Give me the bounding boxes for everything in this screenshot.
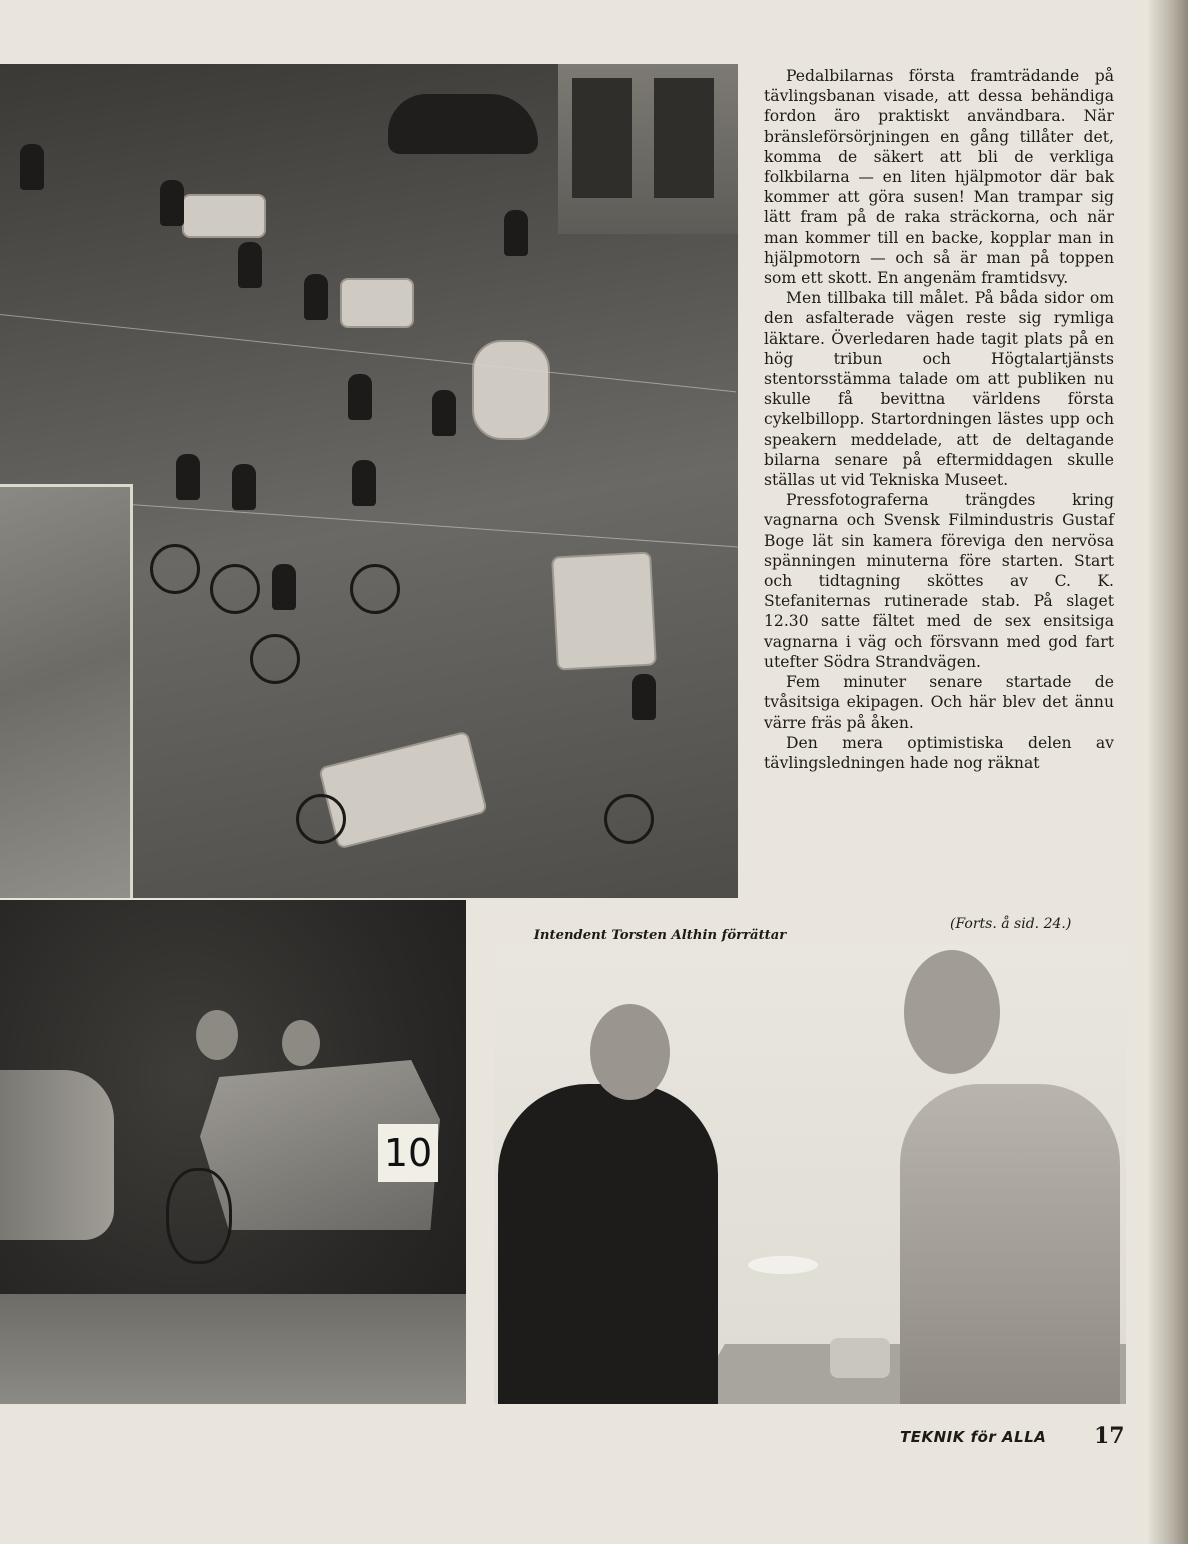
prize-ceremony-photo xyxy=(494,944,1126,1404)
article-paragraph: Fem minuter senare startade de tvåsitsiga ekipagen. Och här blev det ännu värre fräs på åken. xyxy=(764,673,1114,732)
photo-pedal-car xyxy=(318,731,488,850)
photo-pedal-car xyxy=(340,278,414,328)
article-text-column xyxy=(764,66,1114,773)
article-paragraph: Pressfotograferna trängdes kring vagnarna och Svensk Filmindustris Gustaf Boge lät sin kamera föreviga den nervösa spänningen minuterna före starten. Start och tidtagning sköttes av C. K. Stefaniternas rutinerade stab. På slaget 12.30 satte fältet med de sex ensitsiga vagnarna i väg och försvann med god fart utefter Södra Strandvägen. xyxy=(764,491,1114,671)
article-paragraph: Men tillbaka till målet. På båda sidor om den asfalterade vägen reste sig rymliga läktare. Överledaren hade tagit plats på en hög tribun och Högtalartjänsts stentorsstämma talade om att publiken nu skulle få bevittna världens första cykelbillopp. Startordningen lästes upp och speakern meddelade, att de deltagande bilarna senare på eftermiddagen skulle ställas ut vid Tekniska Museet. xyxy=(764,289,1114,490)
pedal-car-race-photo xyxy=(0,900,466,1404)
photo-caption: Intendent Torsten Althin förrättar xyxy=(533,928,787,943)
magazine-name: TEKNIK för ALLA xyxy=(900,1428,1047,1446)
photo-parked-car xyxy=(388,94,538,154)
photo-pedal-car xyxy=(551,551,657,670)
photo-prize-plate xyxy=(748,1256,818,1274)
photo-pedal-car xyxy=(0,1070,114,1240)
article-paragraph: Den mera optimistiska delen av tävlingsledningen hade nog räknat xyxy=(764,733,1114,772)
photo-building xyxy=(558,64,738,234)
photo-man-in-suit xyxy=(498,1084,718,1404)
page-edge-shadow xyxy=(1148,0,1188,1544)
photo-pedal-car xyxy=(182,194,266,238)
page-number: 17 xyxy=(1094,1423,1125,1449)
photo-pedal-car xyxy=(472,340,550,440)
article-paragraph: Pedalbilarnas första framträdande på tävlingsbanan visade, att dessa behändiga fordon äro praktiskt användbara. När bränsleförsörjningen en gång tillåter det, komma de säkert att bli de verkliga folkbilarna — en liten hjälpmotor där bak kommer att göra susen! Man trampar sig lätt fram på de raka sträckorna, och när man kommer till en backe, kopplar man in hjälpmotorn — och så är man på toppen som ett skott. En angenäm framtidsvy. xyxy=(764,67,1114,288)
photo-man-receiving-prize xyxy=(900,1084,1120,1404)
photo-inset-bikes xyxy=(0,484,133,898)
photo-road xyxy=(0,1294,466,1404)
street-race-photo xyxy=(0,64,738,898)
continued-note: (Forts. å sid. 24.) xyxy=(950,916,1072,932)
race-number-plate: 10 xyxy=(378,1124,438,1182)
